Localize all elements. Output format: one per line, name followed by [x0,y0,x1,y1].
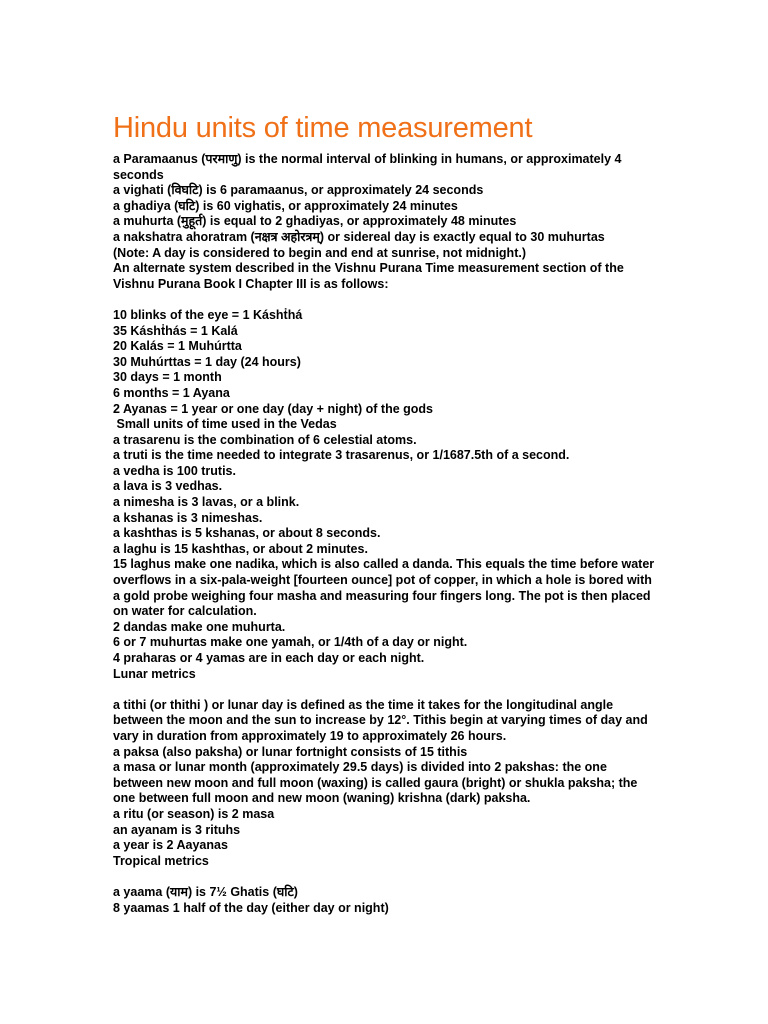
text-line: a Paramaanus (परमाणु) is the normal interval of blinking in humans, or approximately 4 seconds [113,152,625,182]
text-line: An alternate system described in the Vishnu Purana Time measurement section of the Vishnu Purana Book I Chapter III is as follows: [113,261,628,291]
text-line: a year is 2 Aayanas [113,838,228,853]
text-line: 30 days = 1 month [113,370,222,385]
text-line: 2 dandas make one muhurta. [113,619,286,634]
text-line: a laghu is 15 kashthas, or about 2 minutes. [113,541,368,556]
text-line: 30 Muhúrttas = 1 day (24 hours) [113,354,301,369]
text-line: a trasarenu is the combination of 6 celestial atoms. [113,432,417,447]
text-line: a yaama (याम) is 7½ Ghatis (घटि) [113,884,298,899]
document-body [113,152,658,916]
text-line: 2 Ayanas = 1 year or one day (day + night) of the gods [113,401,433,416]
text-line: (Note: A day is considered to begin and end at sunrise, not midnight.) [113,245,526,260]
text-line: a vighati (विघटि) is 6 paramaanus, or approximately 24 seconds [113,183,484,198]
text-line: an ayanam is 3 rituhs [113,822,241,837]
text-line: Small units of time used in the Vedas [113,417,337,432]
text-line: a paksa (also paksha) or lunar fortnight consists of 15 tithis [113,744,468,759]
text-line: 6 months = 1 Ayana [113,385,230,400]
text-line: 6 or 7 muhurtas make one yamah, or 1/4th of a day or night. [113,635,468,650]
text-line: a lava is 3 vedhas. [113,479,223,494]
text-line: Lunar metrics [113,666,196,681]
text-line: 8 yaamas 1 half of the day (either day or night) [113,900,389,915]
text-line: a muhurta (मुहूर्त) is equal to 2 ghadiyas, or approximately 48 minutes [113,214,517,229]
blank-line [113,682,658,698]
text-line: a truti is the time needed to integrate 3 trasarenus, or 1/1687.5th of a second. [113,448,570,463]
text-line: 35 Káshṫhás = 1 Kalá [113,323,238,338]
text-line: 10 blinks of the eye = 1 Káshṫhá [113,307,303,322]
blank-line [113,292,658,308]
text-line: a ghadiya (घटि) is 60 vighatis, or approximately 24 minutes [113,198,458,213]
text-line: a masa or lunar month (approximately 29.5 days) is divided into 2 pakshas: the one between new moon and full moon (waxing) is called gaura (bright) or shukla paksha; the one between full moon and new moon (waning) krishna (dark) paksha. [113,760,641,806]
text-line: a nimesha is 3 lavas, or a blink. [113,495,300,510]
page-title: Hindu units of time measurement [113,112,533,144]
text-line: 4 praharas or 4 yamas are in each day or each night. [113,651,425,665]
text-line: 15 laghus make one nadika, which is also called a danda. This equals the time before water overflows in a six-pala-weight [fourteen ounce] pot of copper, in which a hole is bored with a gold probe weighing four masha and measuring four fingers long. The pot is then placed on water for calculation. [113,557,658,619]
text-line: a kashthas is 5 kshanas, or about 8 seconds. [113,526,381,541]
text-line: a nakshatra ahoratram (नक्षत्र अहोरत्रम्) or sidereal day is exactly equal to 30 muhurtas [113,229,605,244]
blank-line [113,869,658,885]
text-line: a vedha is 100 trutis. [113,463,236,478]
text-line: Tropical metrics [113,853,209,868]
text-line: 20 Kalás = 1 Muhúrtta [113,339,242,354]
document-page [113,110,658,916]
text-line: a tithi (or thithi ) or lunar day is defined as the time it takes for the longitudinal angle between the moon and the sun to increase by 12°. Tithis begin at varying times of day and vary in duration from approximately 19 to approximately 26 hours. [113,697,652,743]
text-line: a kshanas is 3 nimeshas. [113,510,263,525]
text-line: a ritu (or season) is 2 masa [113,806,275,821]
